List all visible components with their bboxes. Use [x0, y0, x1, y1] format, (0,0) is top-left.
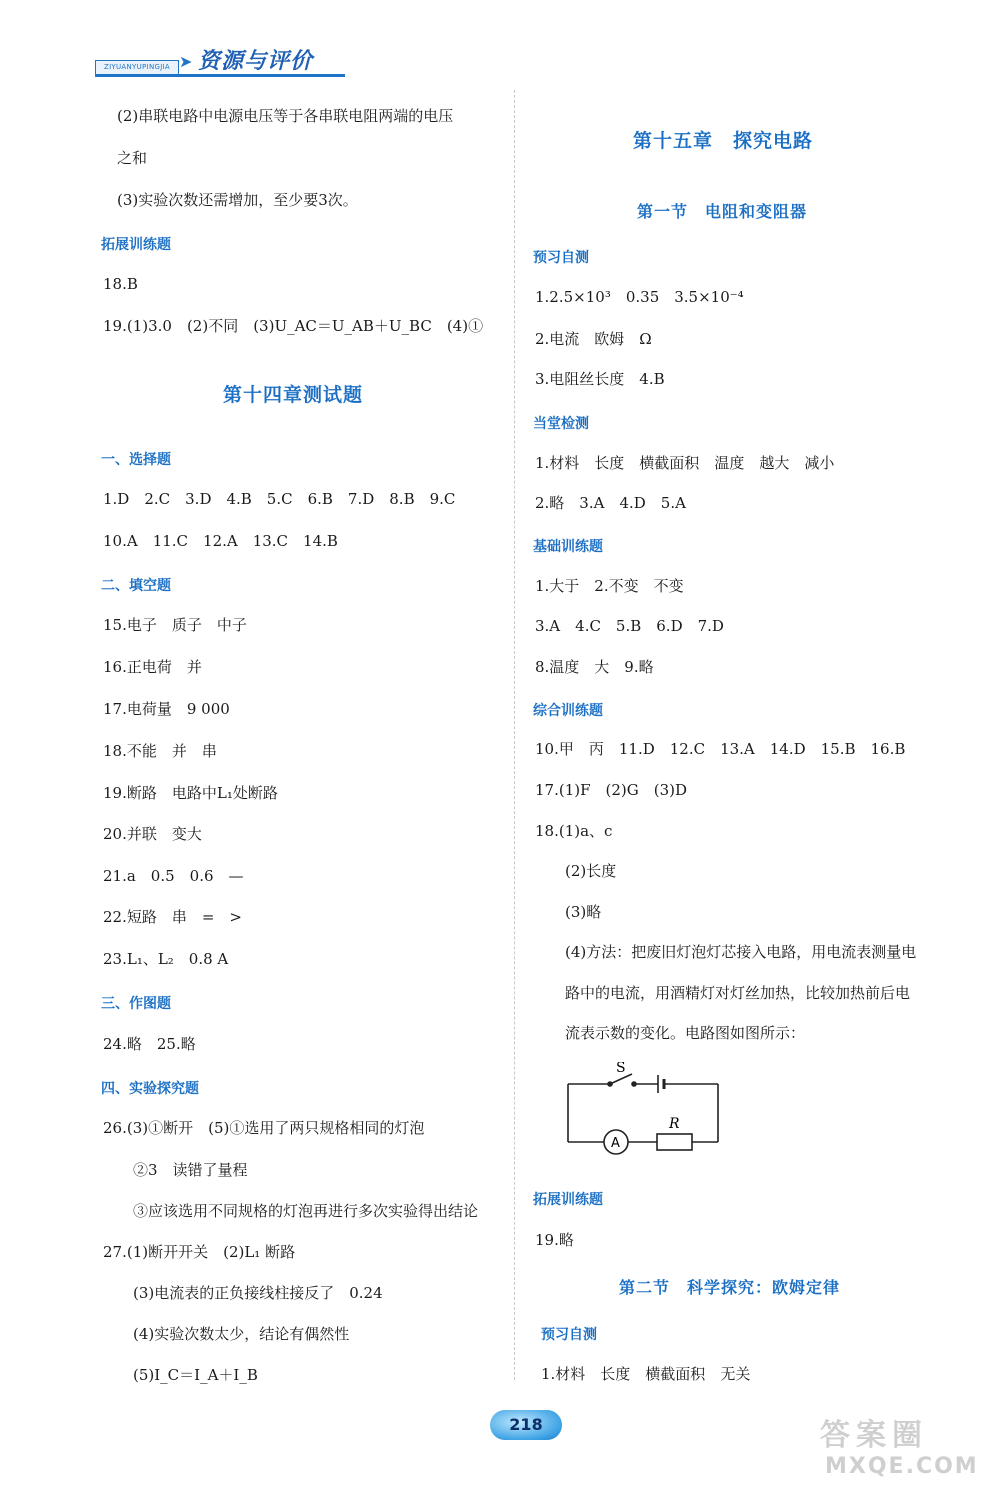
answer-line: 流表示数的变化。电路图如图所示：: [565, 1024, 806, 1042]
answer-line: 26.(3)①断开 (5)①选用了两只规格相同的灯泡: [103, 1119, 425, 1137]
section-heading: 当堂检测: [533, 416, 589, 432]
answer-line: 22.短路 串 = >: [103, 908, 242, 926]
answer-line: 1.材料 长度 横截面积 无关: [541, 1365, 751, 1383]
answer-line: 18.B: [103, 275, 138, 293]
answer-line: 路中的电流，用酒精灯对灯丝加热，比较加热前后电: [565, 984, 911, 1002]
watermark: [800, 1410, 979, 1485]
watermark-url: MXQE.COM: [825, 1454, 979, 1479]
answer-line: 15.电子 质子 中子: [103, 616, 247, 634]
answer-line: 1.大于 2.不变 不变: [535, 577, 684, 595]
answer-line: 21.a 0.5 0.6 —: [103, 867, 244, 885]
resistor: [657, 1134, 692, 1150]
answer-line: 8.温度 大 9.略: [535, 658, 654, 676]
answer-line: (5)I_C＝I_A＋I_B: [133, 1366, 258, 1384]
watermark-text: 答案圈: [820, 1418, 928, 1453]
section-title: 第一节 电阻和变阻器: [637, 202, 808, 221]
section-heading: 四、实验探究题: [101, 1081, 199, 1097]
section-heading: 拓展训练题: [533, 1192, 603, 1208]
chapter-title: 第十五章 探究电路: [633, 130, 814, 152]
answer-line: (3)电流表的正负接线柱接反了 0.24: [133, 1284, 383, 1302]
page-number: 218: [490, 1410, 562, 1440]
answer-line: 3.A 4.C 5.B 6.D 7.D: [535, 617, 724, 635]
ammeter-label: A: [611, 1136, 620, 1151]
answer-line: 18.(1)a、c: [535, 822, 613, 840]
answer-line: 24.略 25.略: [103, 1035, 196, 1053]
answer-line: 17.(1)F (2)G (3)D: [535, 781, 688, 799]
answer-line: 18.不能 并 串: [103, 742, 217, 760]
answer-line: (2)长度: [565, 862, 617, 880]
section-title: 第二节 科学探究：欧姆定律: [619, 1278, 841, 1297]
answer-line: 1.D 2.C 3.D 4.B 5.C 6.B 7.D 8.B 9.C: [103, 490, 456, 508]
book-header: [95, 40, 345, 80]
section-heading: 预习自测: [533, 250, 589, 266]
section-heading: 基础训练题: [533, 539, 603, 555]
arrow-icon: ➤: [179, 52, 193, 71]
header-pinyin: ZIYUANYUPINGJIA: [95, 60, 179, 75]
answer-line: 19.略: [535, 1231, 574, 1249]
answer-line: 19.(1)3.0 (2)不同 (3)U_AC＝U_AB＋U_BC (4)①: [103, 317, 484, 335]
section-heading: 综合训练题: [533, 703, 603, 719]
switch-label: S: [616, 1062, 626, 1076]
answer-line: 23.L₁、L₂ 0.8 A: [103, 950, 229, 968]
answer-line: 10.A 11.C 12.A 13.C 14.B: [103, 532, 338, 550]
section-heading: 二、填空题: [101, 578, 171, 594]
answer-line: 3.电阻丝长度 4.B: [535, 370, 665, 388]
answer-line: 10.甲 丙 11.D 12.C 13.A 14.D 15.B 16.B: [535, 740, 906, 758]
answer-line: (3)略: [565, 903, 602, 921]
section-heading: 三、作图题: [101, 996, 171, 1012]
answer-line: 1.材料 长度 横截面积 温度 越大 减小: [535, 454, 835, 472]
answer-line: 16.正电荷 并: [103, 658, 202, 676]
answer-line: 17.电荷量 9 000: [103, 700, 230, 718]
answer-line: 2.略 3.A 4.D 5.A: [535, 494, 686, 512]
circuit-diagram: [560, 1062, 730, 1162]
resistor-label: R: [669, 1116, 680, 1132]
section-heading: 一、选择题: [101, 452, 171, 468]
column-divider: [514, 90, 516, 1380]
answer-line: ②3 读错了量程: [133, 1161, 248, 1179]
answer-line: (2)串联电路中电源电压等于各串联电阻两端的电压: [117, 107, 454, 125]
section-heading: 预习自测: [541, 1327, 597, 1343]
answer-line: (3)实验次数还需增加，至少要3次。: [117, 191, 358, 209]
answer-line: 2.电流 欧姆 Ω: [535, 330, 652, 348]
answer-line: 1.2.5×10³ 0.35 3.5×10⁻⁴: [535, 288, 744, 306]
chapter-title: 第十四章测试题: [223, 384, 364, 406]
section-heading: 拓展训练题: [101, 237, 171, 253]
header-title: 资源与评价: [198, 49, 314, 74]
answer-line: 20.并联 变大: [103, 825, 202, 843]
answer-line: (4)实验次数太少，结论有偶然性: [133, 1325, 350, 1343]
answer-line: 19.断路 电路中L₁处断路: [103, 784, 278, 802]
answer-line: 之和: [117, 149, 148, 167]
answer-line: ③应该选用不同规格的灯泡再进行多次实验得出结论: [133, 1202, 479, 1220]
answer-line: (4)方法：把废旧灯泡灯芯接入电路，用电流表测量电: [565, 943, 917, 961]
header-underline: [95, 74, 345, 77]
answer-line: 27.(1)断开开关 (2)L₁ 断路: [103, 1243, 296, 1261]
